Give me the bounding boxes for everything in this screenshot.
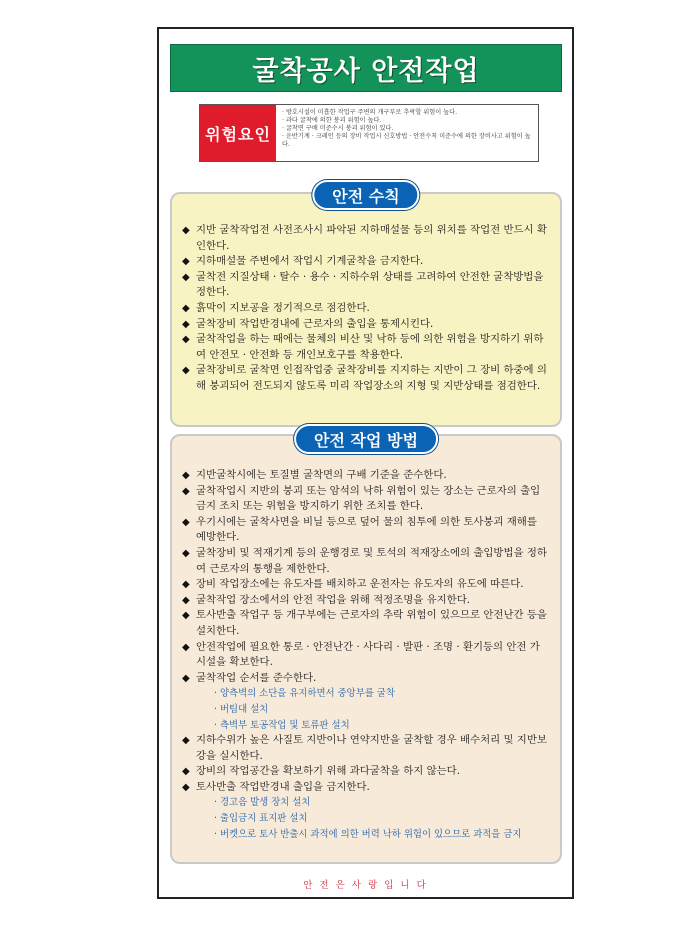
list-item-text: 굴착작업 순서를 준수한다. [196,671,317,684]
list-item [180,593,548,609]
diamond-icon: ◆ [182,470,190,481]
list-item [180,484,548,515]
list-item-text: 지하매설물 주변에서 작업시 기계굴착을 금지한다. [196,255,424,268]
sub-item: · 경고음 발생 장치 설치 [214,795,548,811]
list-item-text: 굴착전 지질상태 · 탈수 · 용수 · 지하수위 상태를 고려하여 안전한 굴착방법을 정한다. [196,270,544,299]
title-banner [170,44,562,92]
hazard-item: · 굴착면 구배 미준수시 붕괴 위험이 있다. [282,125,534,133]
footer-slogan: 안 전 은 사 랑 입 니 다 [303,880,428,891]
diamond-icon: ◆ [182,610,190,622]
list-item [180,780,548,842]
list-item [180,515,548,546]
list-item [180,733,548,764]
sub-item: · 양측벽의 소단을 유지하면서 중앙부를 굴착 [214,686,548,702]
list-item-text: 굴착작업을 하는 때에는 물체의 비산 및 낙하 등에 의한 위험을 방지하기 위하여 안전모 · 안전화 등 개인보호구를 착용한다. [196,333,544,361]
hazard-list [276,105,538,161]
hazard-item: · 방호시설이 미흡한 작업구 주변의 개구부로 추락할 위험이 높다. [282,109,534,117]
diamond-icon: ◆ [182,302,190,314]
list-item [180,332,548,363]
list-item-text: 굴착작업 장소에서의 안전 작업을 위해 적정조명을 유지한다. [196,593,471,606]
list-item [180,577,548,593]
list-item [180,223,548,254]
list-item-text: 장비 작업장소에는 유도자를 배치하고 운전자는 유도자의 유도에 따른다. [196,578,524,591]
sub-item: · 버팀대 설치 [214,702,548,718]
list-item-text: 굴착장비 및 적재기계 등의 운행경로 및 토석의 적재장소에의 출입방법을 정하여 근로자의 통행을 제한한다. [196,546,547,575]
diamond-icon: ◆ [182,547,190,559]
poster-title: 굴착공사 안전작업 [252,55,480,87]
list-item [180,363,548,394]
list-item-text: 우기시에는 굴착사면을 비닐 등으로 덮어 물의 침투에 의한 토사붕괴 재해를 예방한다. [196,515,537,544]
list-item-text: 지반 굴착작업전 사전조사시 파악된 지하매설물 등의 위치를 작업전 반드시 확인한다. [196,224,547,252]
list-item-text: 토사반출 작업구 등 개구부에는 근로자의 추락 위험이 있으므로 안전난간 등을 설치한다. [196,609,547,637]
list-item-text: 굴착작업시 지반의 붕괴 또는 암석의 낙하 위험이 있는 장소는 근로자의 출입금지 조치 또는 위험을 방지하기 위한 조치를 한다. [196,484,541,513]
list-item-text: 안전작업에 필요한 통로 · 안전난간 · 사다리 · 발판 · 조명 · 환기등의 안전 가시설을 확보한다. [196,640,540,669]
hazard-label: 위험요인 [200,105,276,161]
diamond-icon: ◆ [182,672,190,684]
list-item-text: 굴착장비 작업반경내에 근로자의 출입을 통제시킨다. [196,317,434,330]
list-item-text: 흙막이 지보공을 정기적으로 점검한다. [196,301,370,314]
sub-item: · 버켓으로 토사 반출시 과적에 의한 버력 낙하 위험이 있으므로 과적을 금지 [214,827,548,843]
safe-work-method-list [180,468,548,842]
list-item [180,254,548,270]
list-item [180,671,548,733]
list-item-text: 굴착장비로 굴착면 인접작업중 굴착장비를 지지하는 지반이 그 장비 하중에 의해 붕괴되어 전도되지 않도록 미리 작업장소의 지형 및 지반상태를 점검한다. [196,364,547,392]
list-item [180,301,548,317]
hazard-item: · 운반기계 · 크레인 등의 장비 작업시 신호방법 · 안전수칙 미준수에 의한 장비사고 위험이 높다. [282,133,534,149]
diamond-icon: ◆ [182,641,190,653]
hazard-item: · 과다 굴착에 의한 붕괴 위험이 높다. [282,117,534,125]
list-item-text: 지하수위가 높은 사질토 지반이나 연약지반을 굴착할 경우 배수처리 및 지반보강을 실시한다. [196,734,547,762]
diamond-icon: ◆ [182,225,190,236]
hazard-box [199,104,539,162]
list-item-text: 장비의 작업공간을 확보하기 위해 과다굴착을 하지 않는다. [196,765,461,778]
diamond-icon: ◆ [182,318,190,330]
diamond-icon: ◆ [182,766,190,778]
diamond-icon: ◆ [182,594,190,606]
list-item [180,468,548,484]
diamond-icon: ◆ [182,781,190,793]
diamond-icon: ◆ [182,579,190,591]
diamond-icon: ◆ [182,735,190,747]
list-item-text: 지반굴착시에는 토질별 굴착면의 구배 기준을 준수한다. [196,469,447,481]
sub-list [196,795,548,842]
safe-work-method-heading: 안전 작업 방법 [294,424,438,454]
diamond-icon: ◆ [182,516,190,528]
sub-item: · 출입금지 표지판 설치 [214,811,548,827]
sub-item: · 측벽부 토공작업 및 토류판 설치 [214,718,548,734]
diamond-icon: ◆ [182,256,190,268]
diamond-icon: ◆ [182,334,190,346]
list-item [180,764,548,780]
diamond-icon: ◆ [182,365,190,377]
list-item [180,640,548,671]
diamond-icon: ◆ [182,271,190,283]
safety-rules-list [180,223,548,395]
list-item-text: 토사반출 작업반경내 출입을 금지한다. [196,780,370,793]
list-item [180,317,548,333]
safe-work-method-panel [170,430,562,864]
sub-list [196,686,548,733]
list-item [180,270,548,301]
safety-rules-panel [170,186,562,427]
list-item [180,546,548,577]
safety-rules-heading: 안전 수칙 [312,180,419,210]
list-item [180,608,548,639]
diamond-icon: ◆ [182,485,190,497]
safety-poster [157,27,574,899]
